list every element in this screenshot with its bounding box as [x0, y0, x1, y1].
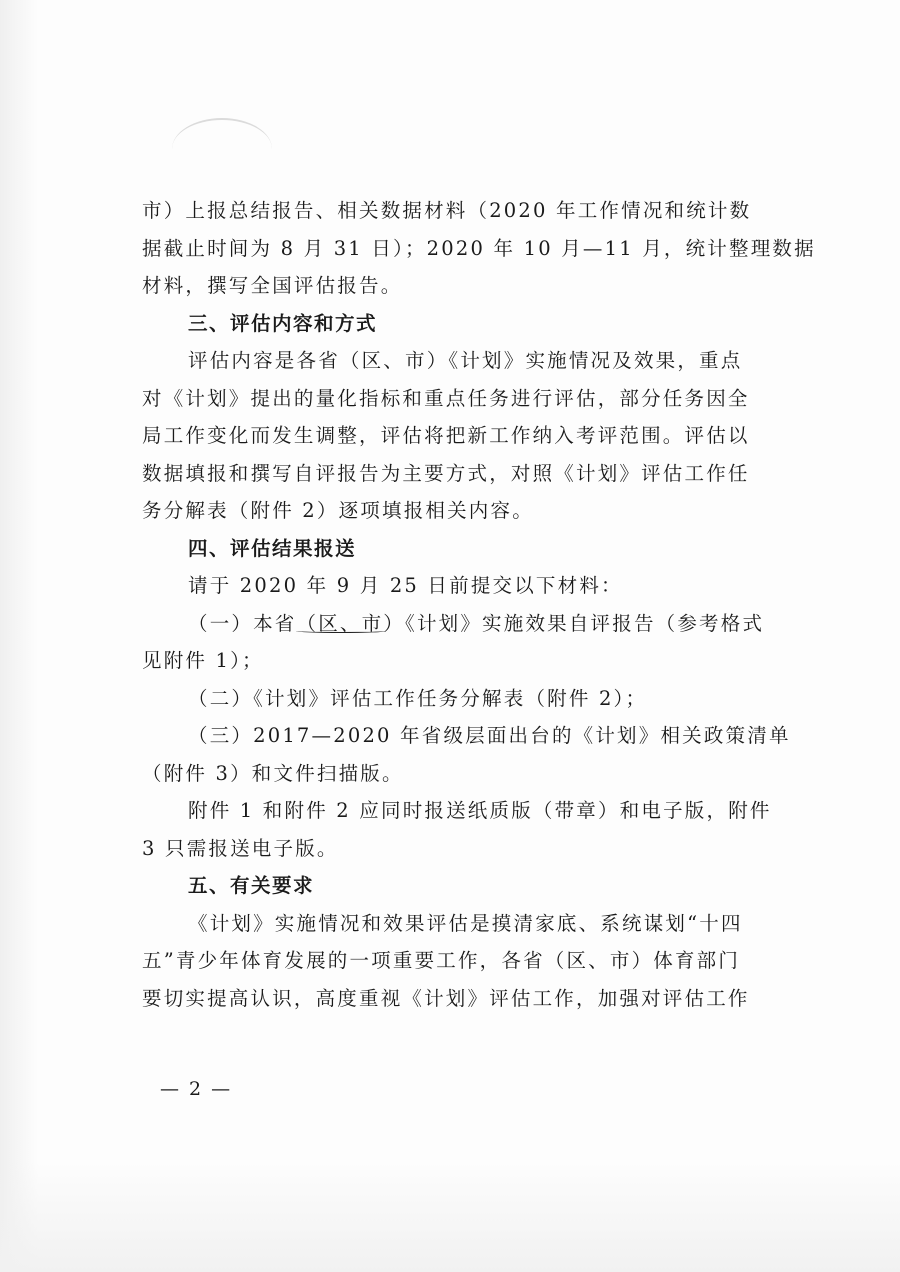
paragraph-line: 材料，撰写全国评估报告。 — [142, 274, 403, 297]
list-item-3: （三）2017—2020 年省级层面出台的《计划》相关政策清单 — [188, 724, 791, 747]
list-item-2: （二）《计划》评估工作任务分解表（附件 2）； — [188, 686, 648, 710]
faint-stamp-mark — [172, 118, 272, 180]
handwritten-underline — [296, 629, 386, 633]
scan-shadow-bottom — [0, 1162, 900, 1272]
section-heading-3: 三、评估内容和方式 — [188, 311, 378, 335]
paragraph-line: 要切实提高认识，高度重视《计划》评估工作，加强对评估工作 — [142, 986, 750, 1010]
document-body — [142, 192, 816, 1017]
paragraph-line: 五”青少年体育发展的一项重要工作，各省（区、市）体育部门 — [142, 949, 741, 972]
scan-shadow-left — [0, 0, 38, 1272]
paragraph-line: 评估内容是各省（区、市）《计划》实施情况及效果，重点 — [188, 349, 743, 372]
paragraph-line: 《计划》实施情况和效果评估是摸清家底、系统谋划“十四 — [188, 911, 743, 935]
paragraph-line: 见附件 1）； — [142, 649, 264, 672]
paragraph-line: 数据填报和撰写自评报告为主要方式，对照《计划》评估工作任 — [142, 461, 750, 485]
section-heading-4: 四、评估结果报送 — [188, 536, 357, 560]
paragraph-line: 局工作变化而发生调整，评估将把新工作纳入考评范围。评估以 — [142, 424, 750, 447]
list-item-1: （一）本省（区、市）《计划》实施效果自评报告（参考格式 — [188, 611, 765, 635]
paragraph-line: 务分解表（附件 2）逐项填报相关内容。 — [142, 499, 534, 522]
paragraph-line: 据截止时间为 8 月 31 日）；2020 年 10 月—11 月，统计整理数据 — [142, 236, 816, 260]
paragraph-line: 3 只需报送电子版。 — [142, 836, 339, 860]
paragraph-line: （附件 3）和文件扫描版。 — [142, 761, 404, 785]
page-number: — 2 — — [160, 1078, 233, 1100]
section-heading-5: 五、有关要求 — [188, 874, 315, 897]
paragraph-line: 请于 2020 年 9 月 25 日前提交以下材料： — [188, 574, 623, 597]
paragraph-line: 对《计划》提出的量化指标和重点任务进行评估，部分任务因全 — [142, 386, 750, 410]
paragraph-line: 市）上报总结报告、相关数据材料（2020 年工作情况和统计数 — [142, 199, 752, 222]
paragraph-line: 附件 1 和附件 2 应同时报送纸质版（带章）和电子版，附件 — [188, 799, 772, 822]
